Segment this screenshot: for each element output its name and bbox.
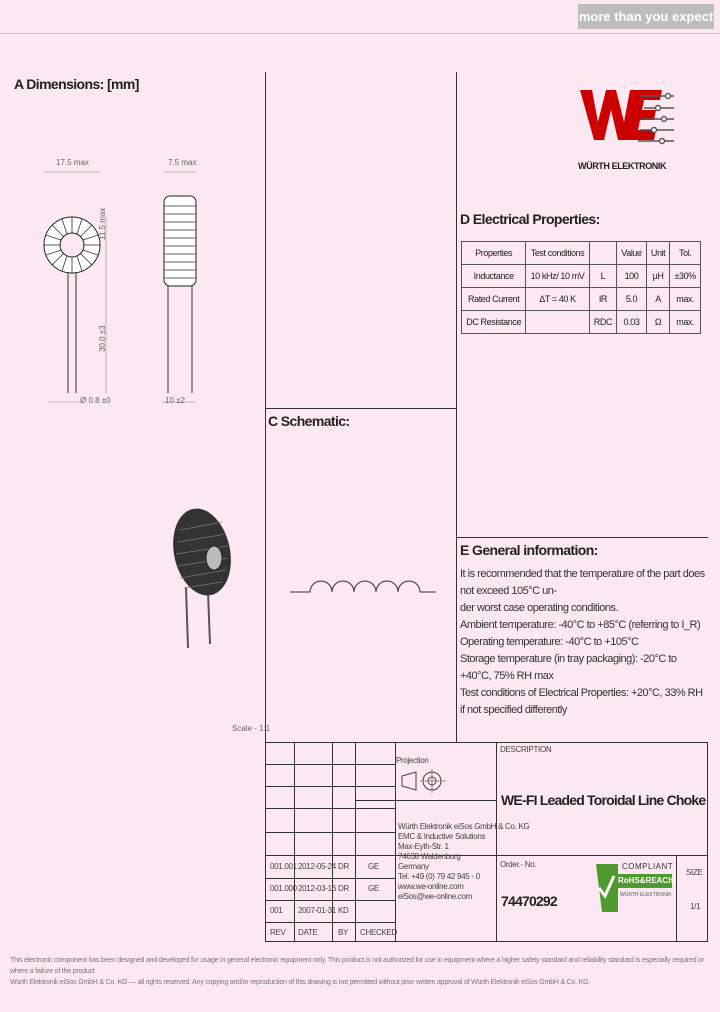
table-header: Properties xyxy=(462,242,526,265)
table-cell: 100 xyxy=(617,265,647,288)
rev-number: 001.001 xyxy=(270,862,297,871)
info-line: der worst case operating conditions. xyxy=(460,602,619,614)
frame-line xyxy=(294,742,295,942)
address-line: EMC & Inductive Solutions xyxy=(398,832,486,841)
dim-width: 7.5 max xyxy=(168,158,197,167)
address-line: Germany xyxy=(398,862,429,871)
frame-line xyxy=(355,800,496,801)
rev-checked: GE xyxy=(368,884,379,893)
frame-line xyxy=(265,878,395,879)
table-row xyxy=(462,288,701,311)
page-number: 1/1 xyxy=(690,902,701,911)
table-cell: DC Resistance xyxy=(462,311,526,334)
info-line: Test conditions of Electrical Properties: +20°C, 33% RH xyxy=(460,687,703,699)
badge-brand: WÜRTH ELEKTRONIK xyxy=(620,892,672,898)
rev-by: DR xyxy=(338,884,349,893)
table-cell: L xyxy=(589,265,617,288)
table-row xyxy=(462,311,701,334)
wurth-logo xyxy=(578,86,678,176)
table-header: Test conditions xyxy=(526,242,589,265)
dim-od: 17.5 max xyxy=(56,158,89,167)
info-line: Operating temperature: -40°C to +105°C xyxy=(460,636,639,648)
frame-line xyxy=(265,832,395,833)
table-cell: Ω xyxy=(646,311,670,334)
address-line: Tel. +49 (0) 79 42 945 - 0 xyxy=(398,872,480,881)
disclaimer-line: Würth Elektronik eiSos GmbH & Co. KG — all rights reserved. Any copying and/or reproduction of this drawing is not permitted without prior written approval of Würth Elektronik eiSos GmbH & Co. KG. xyxy=(10,979,591,986)
website-link[interactable]: www.we-online.com xyxy=(398,882,464,891)
rev-date: 2012-03-16 xyxy=(298,884,336,893)
rohs-reach-badge xyxy=(594,862,674,914)
frame-line xyxy=(456,537,708,538)
scale-label: Scale - 1:1 xyxy=(232,724,271,733)
table-cell: Inductance xyxy=(462,265,526,288)
rev-date: 2007-01-31 xyxy=(298,906,336,915)
table-cell: 5.0 xyxy=(617,288,647,311)
frame-line xyxy=(456,72,457,742)
table-cell: A xyxy=(646,288,670,311)
table-header: Tol. xyxy=(670,242,701,265)
frame-line xyxy=(355,742,356,942)
brand-name: WÜRTH ELEKTRONIK xyxy=(578,161,667,171)
rev-header: REV xyxy=(270,928,286,937)
table-row xyxy=(462,265,701,288)
rev-number: 001 xyxy=(270,906,283,915)
info-line: Ambient temperature: -40°C to +85°C (referring to I_R) xyxy=(460,619,701,631)
table-cell: ±30% xyxy=(670,265,701,288)
frame-line xyxy=(265,922,395,923)
rev-by: KD xyxy=(338,906,349,915)
address-line: Würth Elektronik eiSos GmbH & Co. KG xyxy=(398,822,530,831)
table-cell: max. xyxy=(670,311,701,334)
frame-line xyxy=(265,900,395,901)
header-divider xyxy=(0,33,720,34)
info-line: Storage temperature (in tray packaging): -20°C to +40°C, 75% RH max xyxy=(460,653,677,682)
disclaimer-line: This electronic component has been designed and developed for usage in general electronic equipment only. This product is not authorized for use in equipment where a higher safety standard and reliability standard is especially required or where a failure of the product xyxy=(10,957,704,975)
compliant-label: COMPLIANT xyxy=(622,862,674,871)
table-cell xyxy=(526,311,589,334)
rev-header: CHECKED xyxy=(360,928,398,937)
frame-line xyxy=(265,764,395,765)
table-cell: IR xyxy=(589,288,617,311)
table-cell: max. xyxy=(670,288,701,311)
description-label: DESCRIPTION xyxy=(500,745,552,754)
table-cell: 10 kHz/ 10 mV xyxy=(526,265,589,288)
frame-line xyxy=(395,742,396,942)
component-3d-icon xyxy=(168,500,248,650)
dim-lead-length: 30.0 ±3 xyxy=(98,325,107,352)
table-header: Value xyxy=(617,242,647,265)
frame-line xyxy=(265,72,266,742)
table-header xyxy=(589,242,617,265)
section-title-dimensions: A Dimensions: [mm] xyxy=(14,76,139,92)
order-label: Order.- No. xyxy=(500,860,537,869)
section-title-electrical: D Electrical Properties: xyxy=(460,211,600,227)
rev-checked: GE xyxy=(368,862,379,871)
table-cell: 0.03 xyxy=(617,311,647,334)
dim-height: 11.5 max xyxy=(98,207,107,240)
projection-label: Projection xyxy=(396,756,429,765)
frame-line xyxy=(265,408,456,409)
checkmark-icon xyxy=(594,864,618,912)
rohs-label: RoHS&REACh xyxy=(618,874,672,888)
table-header: Unit xyxy=(646,242,670,265)
we-logo-icon xyxy=(578,86,678,156)
table-cell: µH xyxy=(646,265,670,288)
frame-line xyxy=(676,855,677,942)
table-header-row xyxy=(462,242,701,265)
disclaimer xyxy=(10,955,710,988)
email-link[interactable]: eiSos@we-online.com xyxy=(398,892,473,901)
dimension-drawing xyxy=(40,150,210,420)
product-description: WE-FI Leaded Toroidal Line Choke xyxy=(501,792,706,808)
table-cell: ΔT = 40 K xyxy=(526,288,589,311)
info-line: if not specified differently xyxy=(460,704,567,716)
rev-header: DATE xyxy=(298,928,318,937)
size-label: SIZE xyxy=(686,868,703,877)
dim-pitch: 10 ±2 xyxy=(165,396,185,405)
table-cell: Rated Current xyxy=(462,288,526,311)
frame-line xyxy=(265,808,395,809)
electrical-table xyxy=(461,241,701,334)
table-cell: RDC xyxy=(589,311,617,334)
inductor-symbol-icon xyxy=(288,560,438,600)
general-info xyxy=(460,566,710,719)
rev-header: BY xyxy=(338,928,349,937)
dim-wire: Ø 0.8 ±0 xyxy=(80,396,111,405)
section-title-general: E General information: xyxy=(460,542,598,558)
info-line: It is recommended that the temperature of the part does not exceed 105°C un- xyxy=(460,568,705,597)
rev-date: 2012-05-24 xyxy=(298,862,336,871)
address-line: 74638 Waldenburg xyxy=(398,852,461,861)
order-number: 74470292 xyxy=(501,893,557,909)
rev-number: 001.000 xyxy=(270,884,297,893)
tagline-banner: more than you expect xyxy=(578,4,714,29)
projection-symbol-icon xyxy=(400,766,448,796)
frame-line xyxy=(265,786,395,787)
section-title-schematic: C Schematic: xyxy=(268,413,350,429)
rev-by: DR xyxy=(338,862,349,871)
address-line: Max-Eyth-Str. 1 xyxy=(398,842,449,851)
